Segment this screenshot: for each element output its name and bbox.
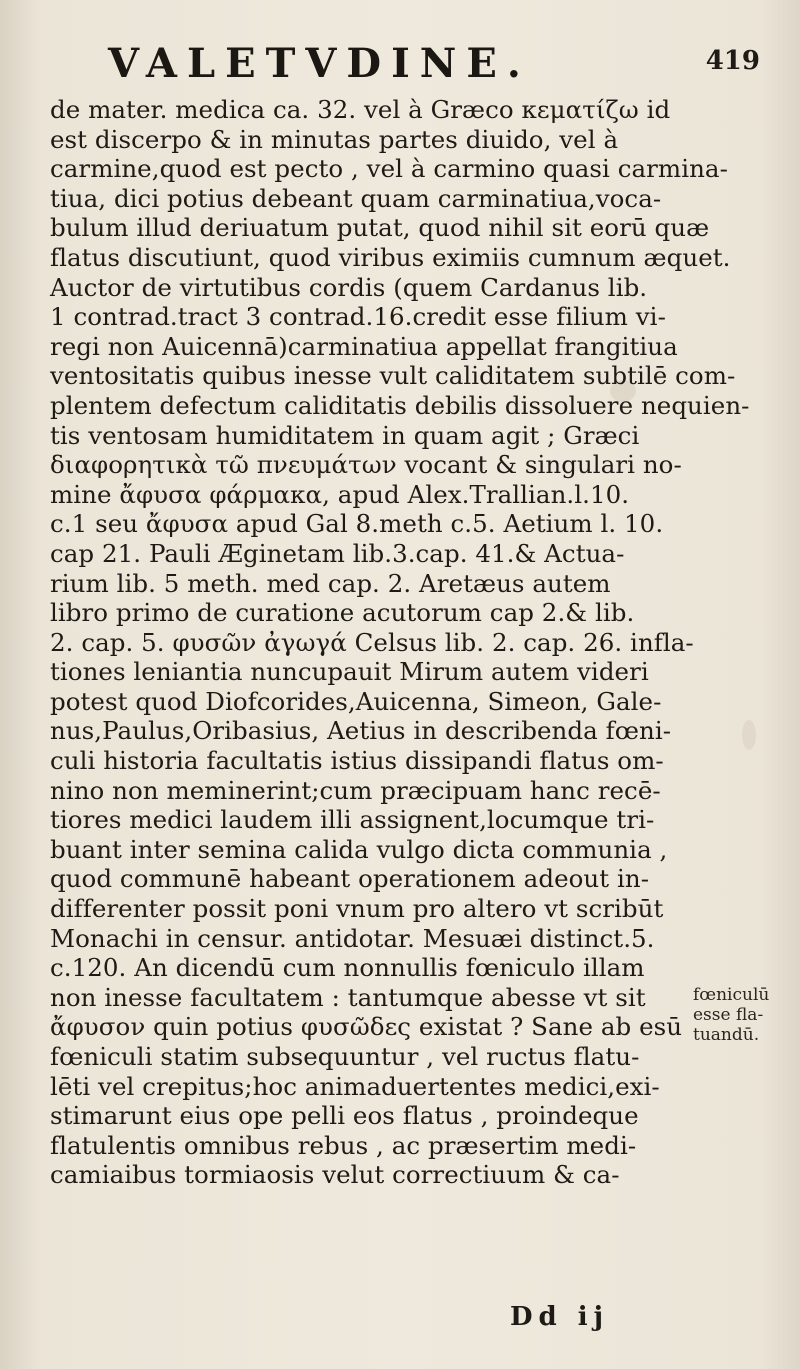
text-line: tiua, dici potius debeant quam carminatiua,voca- xyxy=(50,183,662,213)
marginal-note-line: esse fla- xyxy=(693,1005,764,1025)
text-line: stimarunt eius ope pelli eos flatus , proindeque xyxy=(50,1101,639,1131)
text-line: libro primo de curatione acutorum cap 2.& lib. xyxy=(50,598,635,628)
marginal-note-line: tuandū. xyxy=(693,1025,760,1045)
text-line: flatulentis omnibus rebus , ac præsertim medi- xyxy=(50,1130,637,1160)
text-line: ventositatis quibus inesse vult caliditatem subtilē com- xyxy=(50,361,736,391)
text-line: camiaibus tormiaosis velut correctiuum & ca- xyxy=(50,1160,620,1190)
page-header xyxy=(60,40,760,100)
text-line: cap 21. Pauli Æginetam lib.3.cap. 41.& Actua- xyxy=(50,538,625,568)
text-line: tiores medici laudem illi assignent,locumque tri- xyxy=(50,805,655,835)
text-line: tiones leniantia nuncupauit Mirum autem videri xyxy=(50,657,649,687)
text-line: tis ventosam humiditatem in quam agit ; Græci xyxy=(50,420,640,450)
marginal-note-line: fœniculū xyxy=(693,985,770,1005)
text-line: Monachi in censur. antidotar. Mesuæi distinct.5. xyxy=(50,923,655,953)
text-line: nino non meminerint;cum præcipuam hanc recē- xyxy=(50,775,661,805)
text-line: rium lib. 5 meth. med cap. 2. Aretæus autem xyxy=(50,568,611,598)
text-line: est discerpo & in minutas partes diuido, vel à xyxy=(50,124,619,154)
text-line: plentem defectum caliditatis debilis dissoluere nequien- xyxy=(50,390,750,420)
text-line: ἄφυσον quin potius φυσῶδες existat ? Sane ab esū xyxy=(50,1012,683,1042)
text-line: de mater. medica ca. 32. vel à Græco κεματίζω id xyxy=(50,95,671,124)
signature-mark: Dd ij xyxy=(510,1302,610,1332)
text-line: 2. cap. 5. φυσῶν ἀγωγά Celsus lib. 2. cap. 26. infla- xyxy=(50,627,694,657)
text-line: differenter possit poni vnum pro altero vt scribūt xyxy=(50,894,664,924)
text-line: Auctor de virtutibus cordis (quem Cardanus lib. xyxy=(50,272,648,302)
text-line: bulum illud deriuatum putat, quod nihil sit eorū quæ xyxy=(50,213,710,243)
text-line: potest quod Diofcorides,Auicenna, Simeon, Gale- xyxy=(50,686,662,716)
text-line: culi historia facultatis istius dissipandi flatus om- xyxy=(50,746,664,776)
marginal-note xyxy=(693,985,793,1045)
main-text xyxy=(50,95,785,1190)
text-line: regi non Auicennā)carminatiua appellat frangitiua xyxy=(50,331,678,361)
text-line: non inesse facultatem : tantumque abesse vt sit xyxy=(50,982,646,1012)
running-title: VALETVDINE. xyxy=(108,40,531,87)
text-line: buant inter semina calida vulgo dicta communia , xyxy=(50,834,668,864)
text-line: quod communē habeant operationem adeout in- xyxy=(50,864,650,894)
text-line: nus,Paulus,Oribasius, Aetius in describenda fœni- xyxy=(50,716,672,746)
text-line: carmine,quod est pecto , vel à carmino quasi carmina- xyxy=(50,154,728,184)
text-line: c.1 seu ἄφυσα apud Gal 8.meth c.5. Aetium l. 10. xyxy=(50,509,664,539)
text-line: c.120. An dicendū cum nonnullis fœniculo illam xyxy=(50,953,645,983)
text-line: διαφορητικὰ τῶ πνευμάτων vocant & singulari no- xyxy=(50,450,682,480)
page-number: 419 xyxy=(705,46,760,76)
text-line: 1 contrad.tract 3 contrad.16.credit esse filium vi- xyxy=(50,302,666,332)
text-line: mine ἄφυσα φάρμακα, apud Alex.Trallian.l.10. xyxy=(50,479,630,509)
text-line: flatus discutiunt, quod viribus eximiis cumnum æquet. xyxy=(50,242,731,272)
text-line: fœniculi statim subsequuntur , vel ructus flatu- xyxy=(50,1042,640,1071)
text-line: lēti vel crepitus;hoc animaduertentes medici,exi- xyxy=(50,1071,660,1101)
